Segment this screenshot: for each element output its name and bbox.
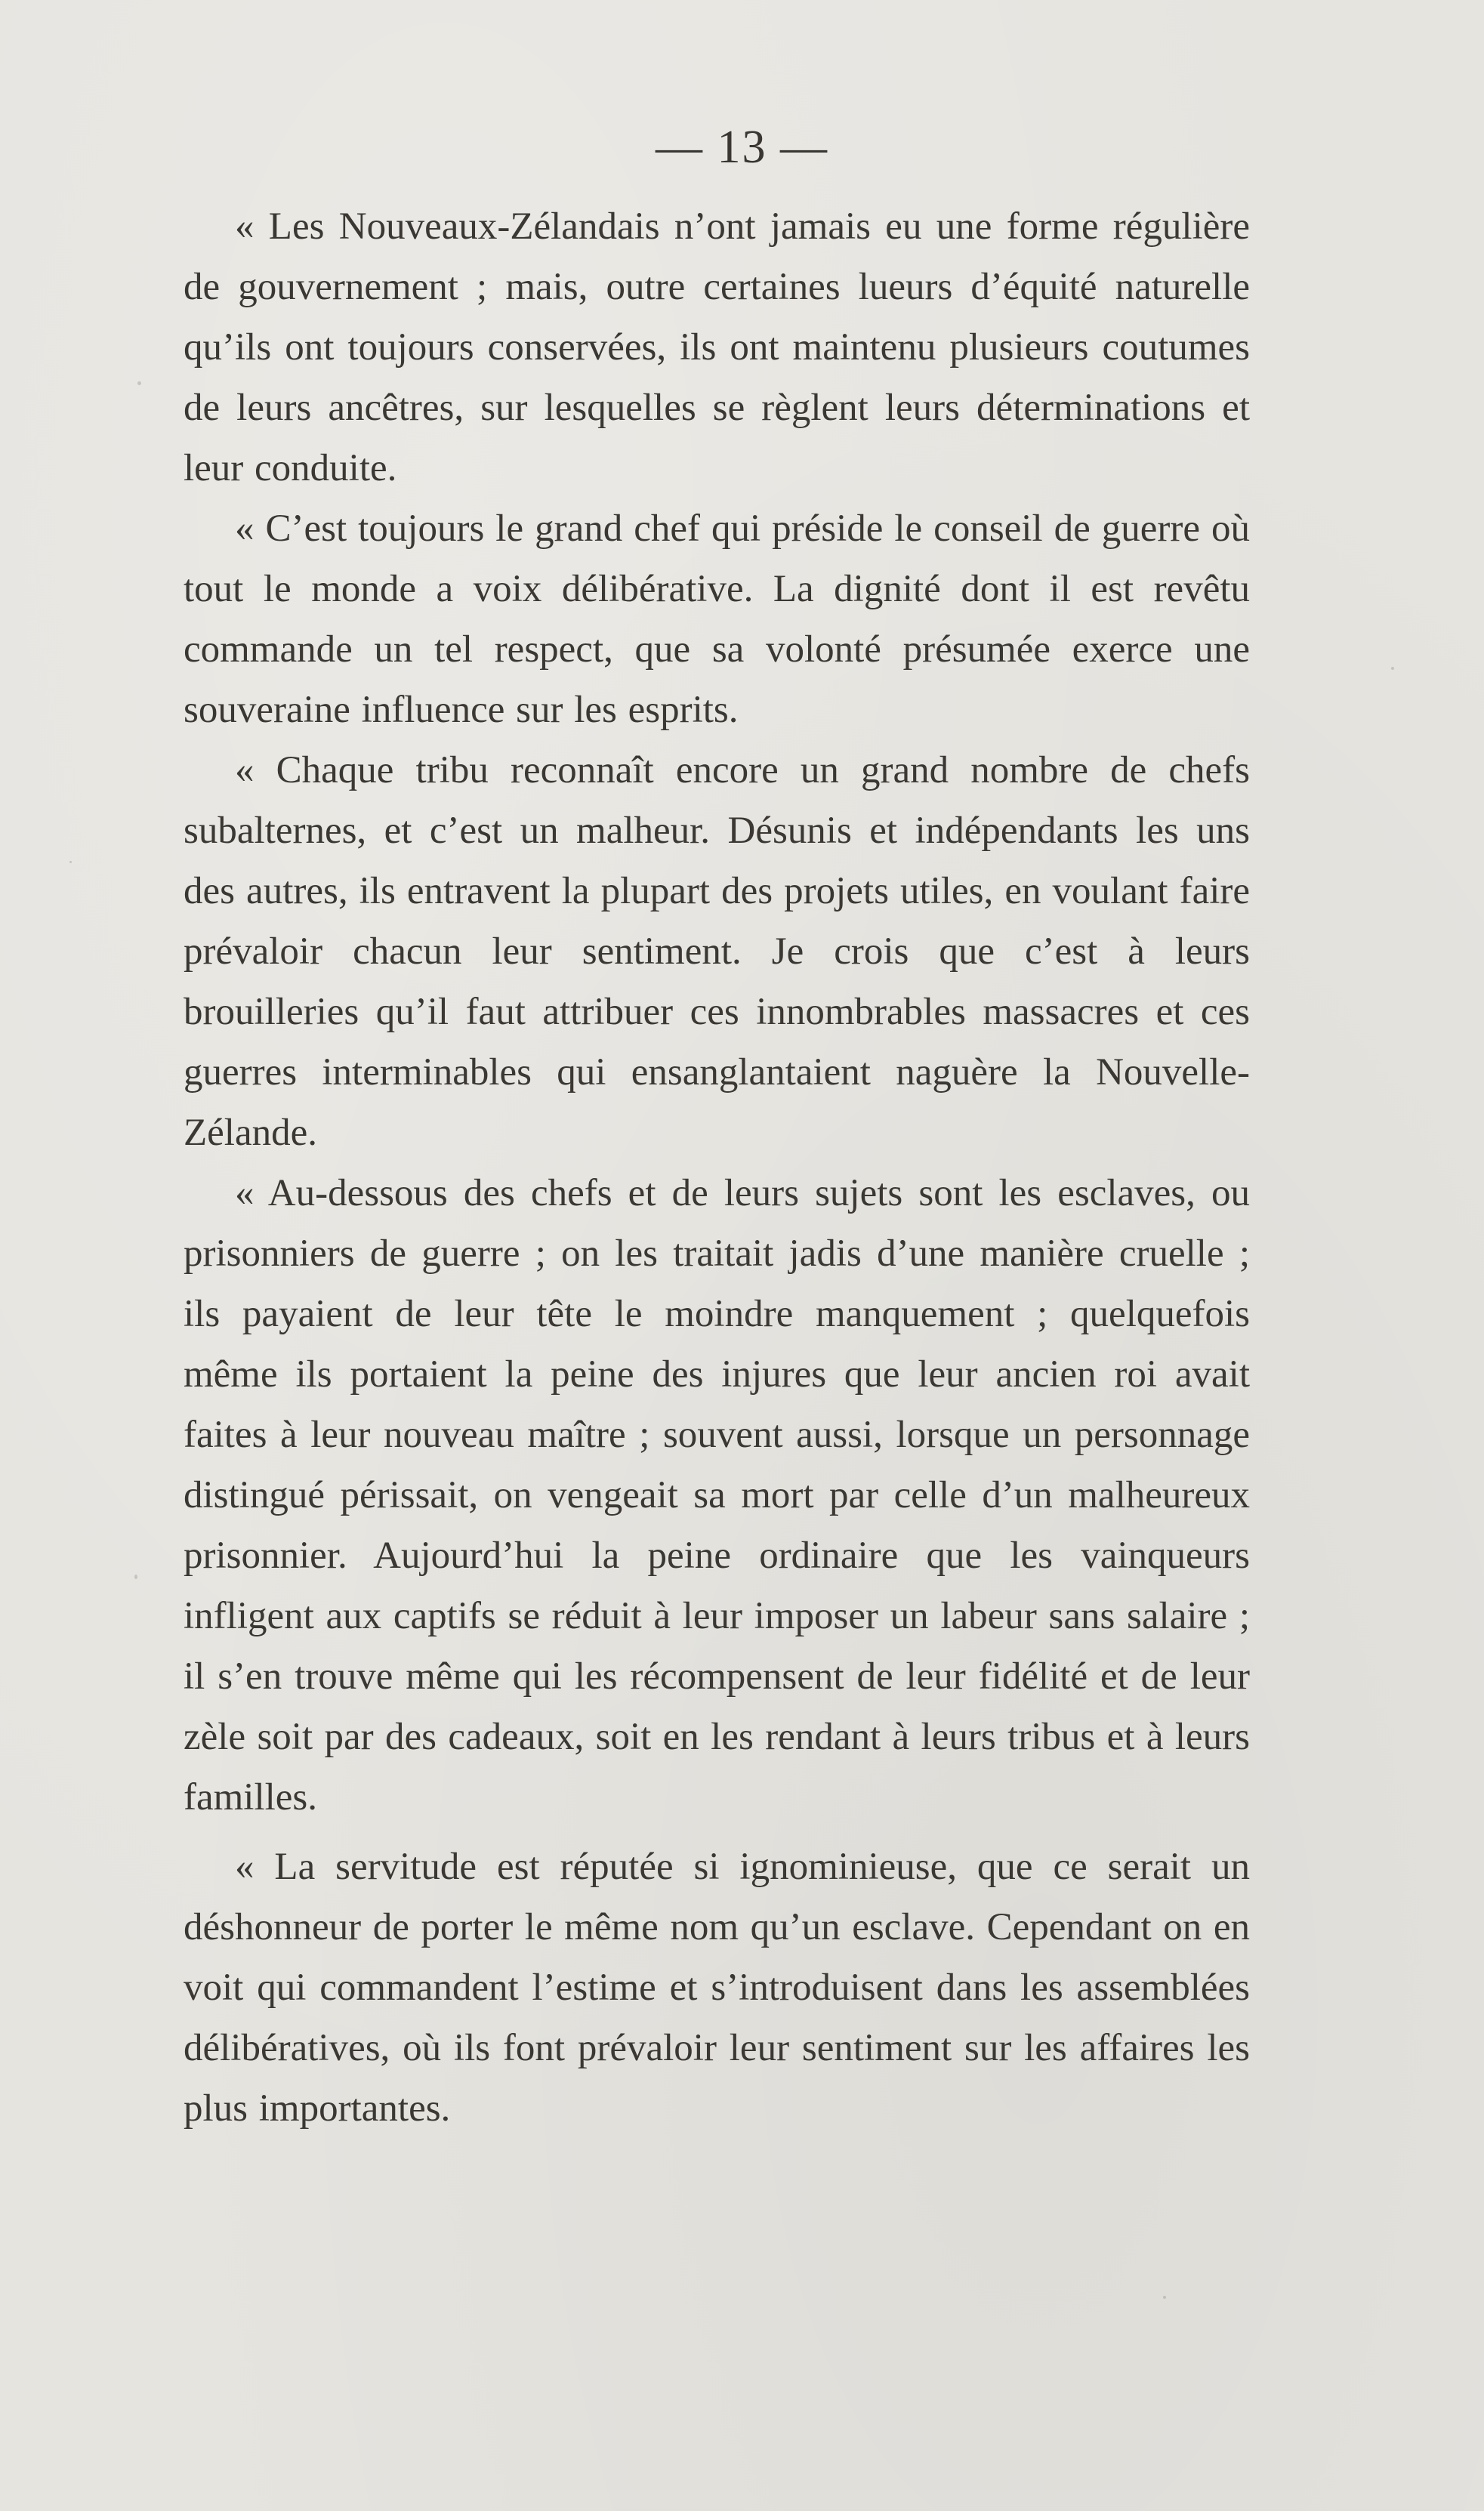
paragraph-4: « Au-dessous des chefs et de leurs sujets sont les esclaves, ou prisonniers de guerre ; on les traitait jadis d’une manière cruelle ; ils payaient de leur tête le moindre manquement ; quelquefois même ils portaient la peine des injures que leur ancien roi avait faites à leur nouveau maître ; souvent aussi, lorsque un personnage distingué périssait, on vengeait sa mort par celle d’un malheureux prisonnier. Aujourd’hui la peine ordinaire que les vainqueurs infligent aux captifs se réduit à leur imposer un labeur sans salaire ; il s’en trouve même qui les récompensent de leur fidélité et de leur zèle soit par des cadeaux, soit en les rendant à leurs tribus et à leurs familles.: [184, 1172, 1250, 1818]
paragraph-5: « La servitude est réputée si ignominieuse, que ce serait un déshonneur de porter le même nom qu’un esclave. Cependant on en voit qui commandent l’estime et s’introduisent dans les assemblées délibératives, où ils font prévaloir leur sentiment sur les affaires les plus importantes.: [184, 1846, 1250, 2130]
page-number: — 13 —: [656, 122, 828, 173]
paragraph-1: « Les Nouveaux-Zélandais n’ont jamais eu une forme régulière de gouvernement ; mais, outre certaines lueurs d’équité naturelle qu’ils ont toujours conservées, ils ont maintenu plusieurs coutumes de leurs ancêtres, sur lesquelles se règlent leurs déterminations et leur conduite.: [184, 205, 1250, 489]
body-text: [184, 196, 1250, 2139]
paragraph-2: « C’est toujours le grand chef qui préside le conseil de guerre où tout le monde a voix délibérative. La dignité dont il est revêtu commande un tel respect, que sa volonté présumée exerce une souveraine influence sur les esprits.: [184, 507, 1250, 731]
paragraph-3: « Chaque tribu reconnaît encore un grand nombre de chefs subalternes, et c’est un malheur. Désunis et indépendants les uns des autres, ils entravent la plupart des projets utiles, en voulant faire prévaloir chacun leur sentiment. Je crois que c’est à leurs brouilleries qu’il faut attribuer ces innombrables massacres et ces guerres interminables qui ensanglantaient naguère la Nouvelle-Zélande.: [184, 749, 1250, 1154]
